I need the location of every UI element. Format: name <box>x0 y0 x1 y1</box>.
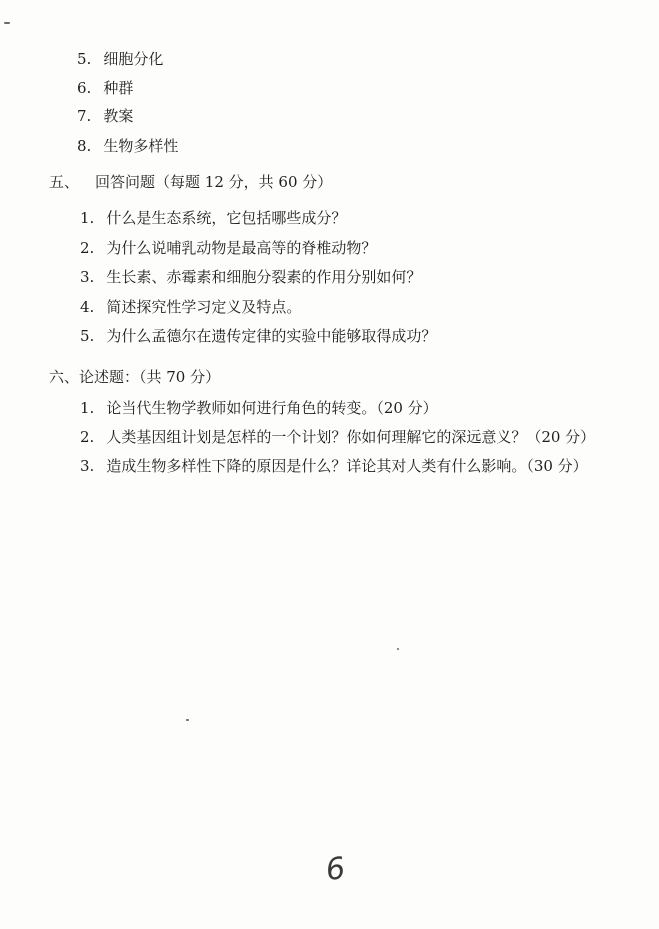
item-number: 3. <box>80 457 95 475</box>
scan-mark <box>186 719 189 721</box>
page-number: 6 <box>323 850 348 889</box>
section-title: 回答问题（每题 12 分，共 60 分） <box>95 173 333 191</box>
essay-item <box>80 398 438 418</box>
item-text: 论当代生物学教师如何进行角色的转变。（20 分） <box>106 399 438 417</box>
item-number: 8. <box>77 137 92 155</box>
question-item <box>80 267 421 287</box>
scan-mark <box>4 22 10 24</box>
question-item <box>80 238 376 258</box>
question-item <box>80 326 436 346</box>
definition-item <box>77 136 178 156</box>
item-text: 人类基因组计划是怎样的一个计划？你如何理解它的深远意义？（20 分） <box>106 428 596 446</box>
item-text: 生长素、赤霉素和细胞分裂素的作用分别如何？ <box>106 268 422 286</box>
item-text: 造成生物多样性下降的原因是什么？详论其对人类有什么影响。（30 分） <box>106 457 588 475</box>
definition-item <box>77 106 133 126</box>
item-text: 为什么说哺乳动物是最高等的脊椎动物？ <box>106 239 377 257</box>
item-text: 简述探究性学习定义及特点。 <box>106 298 302 316</box>
item-text: 细胞分化 <box>103 50 164 68</box>
section-heading <box>49 367 220 387</box>
item-text: 教案 <box>103 107 134 125</box>
item-number: 3. <box>80 268 95 286</box>
item-text: 为什么孟德尔在遗传定律的实验中能够取得成功？ <box>106 327 437 345</box>
item-text: 生物多样性 <box>103 137 179 155</box>
item-number: 5. <box>80 327 95 345</box>
scan-mark <box>397 648 399 650</box>
section-title: 六、论述题：（共 70 分） <box>49 368 221 386</box>
item-number: 5. <box>77 50 92 68</box>
section-number: 五、 <box>49 173 80 191</box>
item-number: 1. <box>80 399 95 417</box>
definition-item <box>77 78 133 98</box>
item-text: 种群 <box>103 79 134 97</box>
essay-item <box>80 427 595 447</box>
item-text: 什么是生态系统，它包括哪些成分？ <box>106 209 347 227</box>
item-number: 1. <box>80 209 95 227</box>
essay-item <box>80 456 588 476</box>
item-number: 7. <box>77 107 92 125</box>
item-number: 6. <box>77 79 92 97</box>
definition-item <box>77 49 163 69</box>
item-number: 2. <box>80 239 95 257</box>
question-item <box>80 297 301 317</box>
item-number: 4. <box>80 298 95 316</box>
section-heading <box>49 172 332 192</box>
question-item <box>80 208 346 228</box>
item-number: 2. <box>80 428 95 446</box>
